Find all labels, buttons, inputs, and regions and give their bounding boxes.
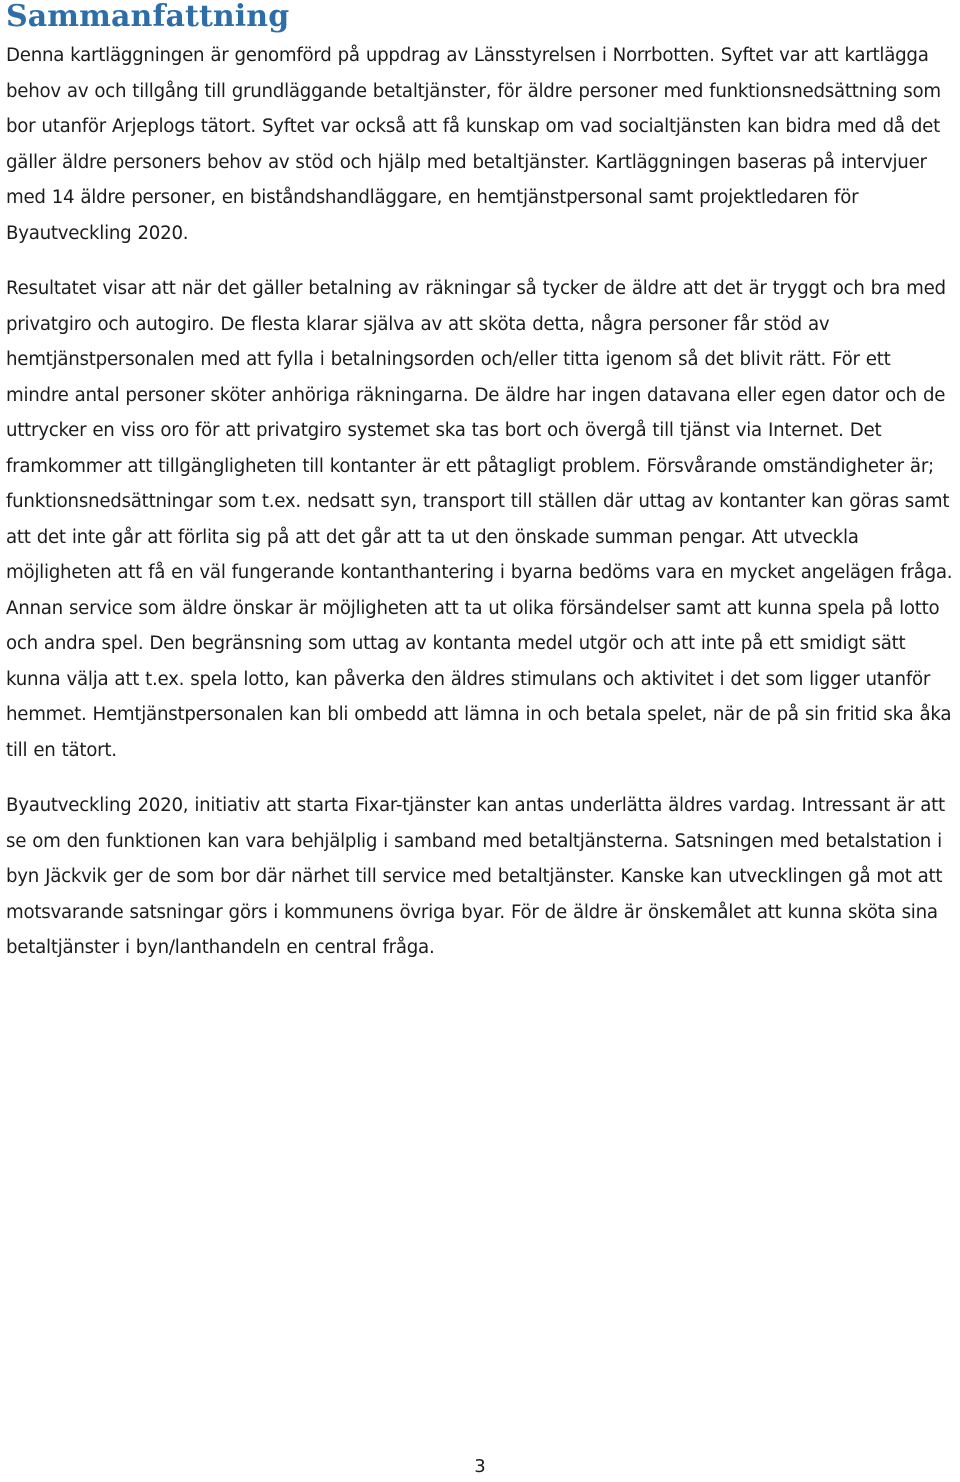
summary-paragraph-2: Resultatet visar att när det gäller betalning av räkningar så tycker de äldre att det är tryggt och bra med privatgiro och autogiro. De flesta klarar själva av att sköta detta, några personer får stöd av hemtjänstpersonalen med att fylla i betalningsorden och/eller titta igenom så det blivit rätt. För ett mindre antal personer sköter anhöriga räkningarna. De äldre har ingen datavana eller egen dator och de uttrycker en viss oro för att privatgiro systemet ska tas bort och övergå till tjänst via Internet. Det framkommer att tillgängligheten till kontanter är ett påtagligt problem. Försvårande omständigheter är; funktionsnedsättningar som t.ex. nedsatt syn, transport till ställen där uttag av kontanter kan göras samt att det inte går att förlita sig på att det går att ta ut den önskade summan pengar. Att utveckla möjligheten att få en väl fungerande kontanthantering i byarna bedöms vara en mycket angelägen fråga. Annan service som äldre önskar är möjligheten att ta ut olika försändelser samt att kunna spela på lotto och andra spel. Den begränsning som uttag av kontanta medel utgör och att inte på ett smidigt sätt kunna välja att t.ex. spela lotto, kan påverka den äldres stimulans och aktivitet i det som ligger utanför hemmet. Hemtjänstpersonalen kan bli ombedd att lämna in och betala spelet, när de på sin fritid ska åka till en tätort. [6,278,953,761]
document-page [6,0,956,966]
summary-paragraph-3: Byautveckling 2020, initiativ att starta Fixar-tjänster kan antas underlätta äldres vardag. Intressant är att se om den funktionen kan vara behjälplig i samband med betaltjänsterna. Satsningen med betalstation i byn Jäckvik ger de som bor där närhet till service med betaltjänster. Kanske kan utvecklingen gå mot att motsvarande satsningar görs i kommunens övriga byar. För de äldre är önskemålet att kunna sköta sina betaltjänster i byn/lanthandeln en central fråga. [6,795,945,958]
section-heading: Sammanfattning [6,0,290,34]
summary-paragraph-1: Denna kartläggningen är genomförd på uppdrag av Länsstyrelsen i Norrbotten. Syftet var att kartlägga behov av och tillgång till grundläggande betaltjänster, för äldre personer med funktionsnedsättning som bor utanför Arjeplogs tätort. Syftet var också att få kunskap om vad socialtjänsten kan bidra med då det gäller äldre personers behov av stöd och hjälp med betaltjänster. Kartläggningen baseras på intervjuer med 14 äldre personer, en biståndshandläggare, en hemtjänstpersonal samt projektledaren för Byautveckling 2020. [6,45,941,244]
page-number: 3 [474,1456,486,1477]
